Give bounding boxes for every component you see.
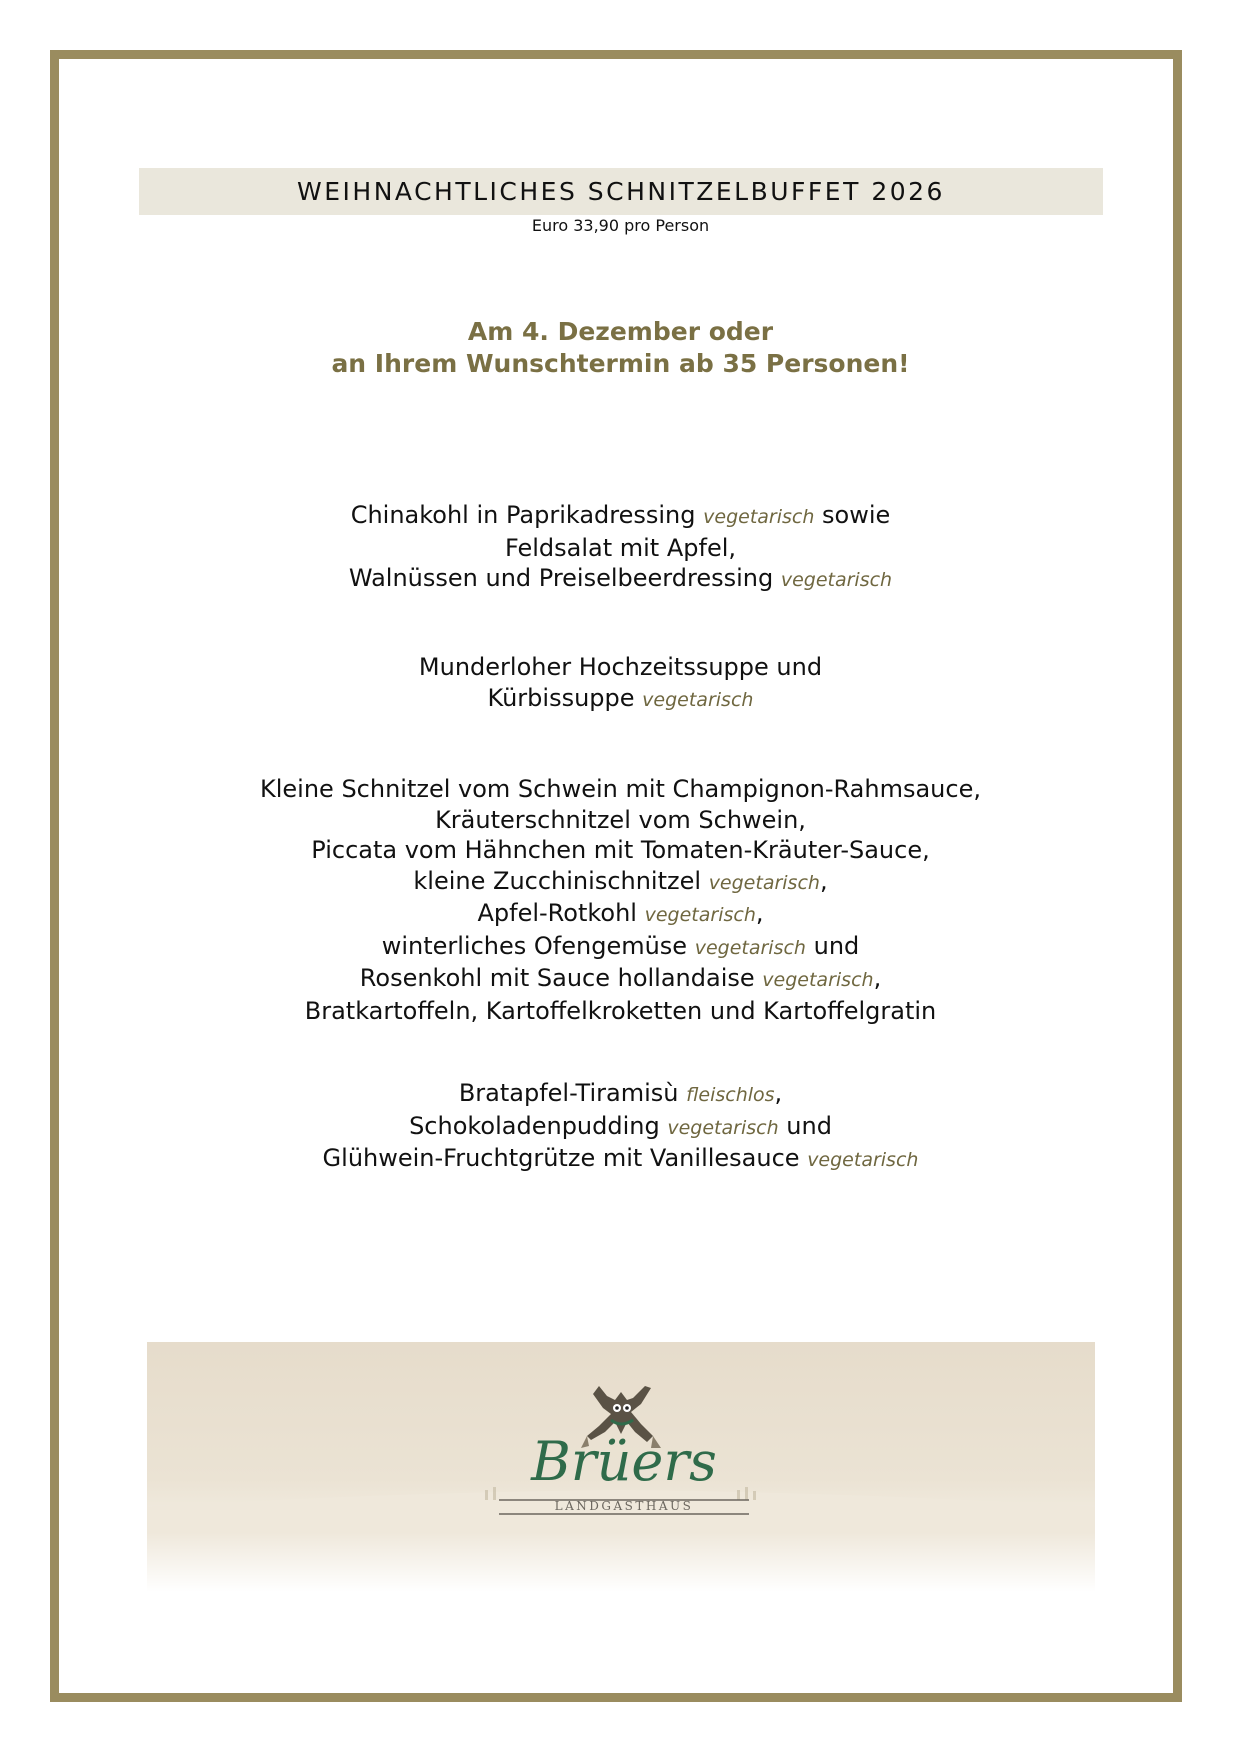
dish-text: kleine Zucchinischnitzel	[413, 866, 702, 895]
diet-tag: vegetarisch	[708, 871, 820, 894]
headline-line-1: Am 4. Dezember oder	[467, 317, 774, 346]
menu-line: Piccata vom Hähnchen mit Tomaten-Kräuter-Sauce,	[311, 836, 930, 864]
brueers-logo	[147, 1342, 1095, 1592]
diet-tag: vegetarisch	[642, 688, 754, 711]
dish-text: Glühwein-Fruchtgrütze mit Vanillesauce	[322, 1144, 800, 1172]
title-bar	[139, 168, 1103, 215]
diet-tag: vegetarisch	[694, 936, 806, 959]
dish-text: Apfel-Rotkohl	[477, 899, 637, 927]
diet-tag: vegetarisch	[762, 969, 874, 991]
diet-tag: vegetarisch	[780, 569, 893, 591]
diet-tag: vegetarisch	[703, 506, 815, 528]
event-headline	[0, 316, 1241, 380]
menu-line	[0, 1143, 1241, 1176]
menu-title: WEIHNACHTLICHES SCHNITZELBUFFET 2026	[297, 177, 945, 206]
logo-subtitle: LANDGASTHAUS	[554, 1499, 694, 1513]
menu-line	[0, 963, 1241, 996]
logo-script: Brüers	[531, 1430, 717, 1493]
dish-connector: ,	[819, 866, 828, 895]
menu-line: Feldsalat mit Apfel,	[504, 533, 737, 562]
diet-tag: vegetarisch	[644, 904, 756, 926]
menu-line: Kräuterschnitzel vom Schwein,	[435, 805, 806, 834]
dish-text: Chinakohl in Paprikadressing	[350, 501, 696, 529]
menu-line	[0, 866, 1241, 899]
course-salads	[0, 500, 1241, 596]
course-soups	[0, 652, 1241, 715]
dish-connector: sowie	[822, 501, 891, 529]
dish-text: Rosenkohl mit Sauce hollandaise	[359, 964, 755, 992]
menu-line: Kleine Schnitzel vom Schwein mit Champignon-Rahmsauce,	[260, 775, 981, 803]
dish-connector: ,	[755, 899, 764, 927]
diet-tag: vegetarisch	[667, 1116, 779, 1139]
dish-text: Schokoladenpudding	[409, 1111, 660, 1140]
footer-banner	[147, 1342, 1095, 1592]
menu-line	[0, 1078, 1241, 1111]
menu-line	[0, 500, 1241, 533]
dish-connector: ,	[774, 1079, 783, 1107]
headline-line-2: an Ihrem Wunschtermin ab 35 Personen!	[331, 349, 910, 378]
dish-connector: und	[813, 931, 860, 960]
menu-line	[0, 1111, 1241, 1144]
menu-line	[0, 931, 1241, 964]
menu-line	[0, 563, 1241, 596]
diet-tag: fleischlos	[686, 1084, 775, 1106]
course-desserts	[0, 1078, 1241, 1176]
course-mains	[0, 774, 1241, 1026]
diet-tag: vegetarisch	[807, 1149, 919, 1171]
dish-text: winterliches Ofengemüse	[381, 931, 688, 960]
price-per-person: Euro 33,90 pro Person	[531, 216, 710, 235]
dish-text: Walnüssen und Preiselbeerdressing	[348, 564, 774, 592]
menu-line	[0, 683, 1241, 716]
menu-line	[0, 898, 1241, 931]
menu-line: Munderloher Hochzeitssuppe und	[418, 653, 823, 681]
dish-text: Bratapfel-Tiramisù	[458, 1079, 679, 1107]
dish-text: Kürbissuppe	[487, 683, 635, 712]
dish-connector: und	[786, 1111, 832, 1140]
menu-line: Bratkartoffeln, Kartoffelkroketten und Kartoffelgratin	[304, 996, 937, 1025]
dish-connector: ,	[873, 964, 882, 992]
